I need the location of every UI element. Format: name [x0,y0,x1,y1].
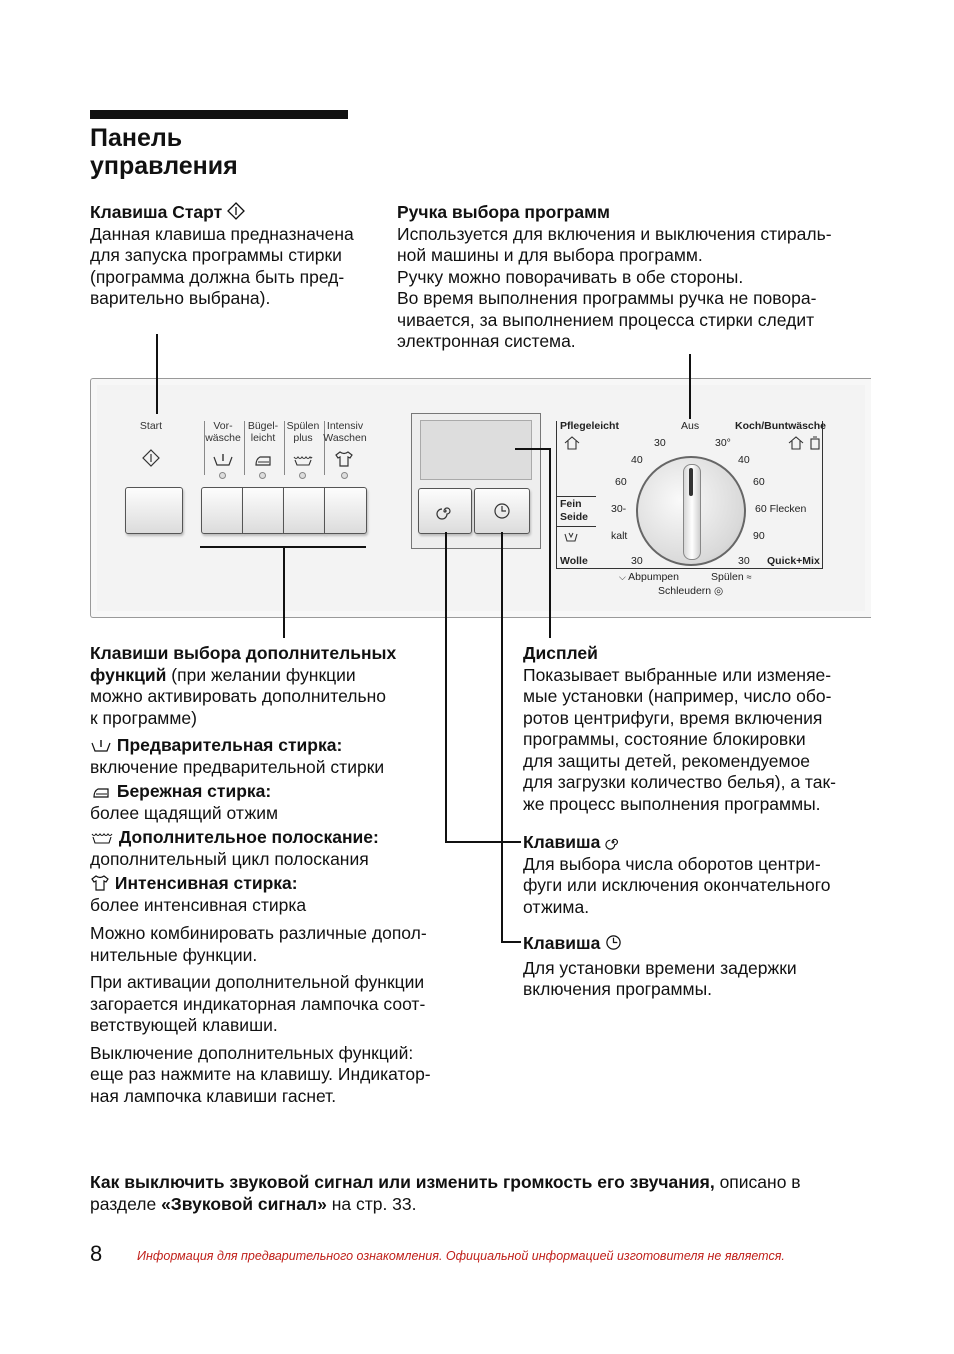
spin-icon [605,834,621,850]
header-rule [90,110,348,119]
shirt-icon [334,451,354,467]
iron-icon [252,453,274,467]
spin-icon [436,502,454,520]
prewash-icon [90,739,112,753]
display-screen [420,420,532,480]
start-key-section: Клавиша Старт Данная клавиша предназначена для запуска программы стирки (программа должна быть пред- варительно выбрана). [90,202,354,308]
start-label: Start [139,420,163,432]
rinse-plus-button[interactable] [283,487,325,534]
spin-button[interactable] [418,488,472,534]
easy-iron-button[interactable] [242,487,284,534]
dial-pflegeleicht: Pflegeleicht [560,420,619,432]
display-module [411,413,541,549]
leader-extra [283,546,285,638]
led-intensive [341,472,348,479]
page-title: Панель управления [90,124,238,180]
led-prewash [219,472,226,479]
intensiv-label: Intensiv Waschen [323,420,367,444]
start-button[interactable] [125,487,183,534]
dial-aus: Aus [681,420,700,432]
prewash-button[interactable] [201,487,243,534]
start-key-heading: Клавиша Старт [90,202,223,222]
sound-signal-note: Как выключить звуковой сигнал или изменить громкость его звучания, описано в разделе «Звуковой сигнал» на стр. 33. [90,1172,801,1214]
knob-indicator [689,468,693,496]
dial-kalt: kalt [611,530,628,542]
leader-knob [689,354,691,419]
vorwasche-label: Vor- wäsche [205,420,241,444]
display-heading: Дисплей [523,643,598,663]
rinse-icon [292,455,314,467]
led-rinse [299,472,306,479]
program-knob[interactable] [636,456,746,566]
dial-fein: Fein [560,498,582,510]
intensive-button[interactable] [324,487,367,534]
leader-display-h [515,448,550,450]
control-panel-illustration: Start Vor- wäsche Bügel- leicht Spülen plus Intensiv Waschen Pflegeleicht Aus Koch/Buntwäsche 30 40 60 30- kalt 30 30° 40 60 60 Flecken 90 30 Fein Seide Wolle Quick+Mix ⌵ Abpumpen Spülen ≈ Schleudern ◎ [90,378,871,618]
start-diamond-icon [142,449,160,467]
page-number: 8 [90,1241,103,1266]
timer-key-section: Клавиша Для установки времени задержки включения программы. [523,933,797,999]
iron-icon [90,785,112,799]
disclaimer: Информация для предварительного ознакомления. Официальной информацией изготовителя не является. [137,1249,785,1263]
dial-schleudern: Schleudern ◎ [658,585,724,597]
dial-flecken: 60 Flecken [755,503,807,515]
leader-timer [501,532,503,942]
dial-koch: Koch/Buntwäsche [735,420,827,432]
prewash-icon [212,453,234,467]
clock-icon [493,502,511,520]
extra-keys-section: Клавиши выбора дополнительных функций (при желании функции можно активировать дополнительно к программе) Предварительная стирка: включение предварительной стирки Бережная стирка: более щадящий отжим Дополнительное полоскание: дополнительный цикл полоскания Интенсивная стирка: более интенсивная стирка Можно комбинировать различные допол- нительные функции. При активации дополнительной функции загорается индикаторная лампочка соот- ветствующей клавиши. Выключение дополнительных функций: еще раз нажмите на клавишу. Индикатор- ная лампочка клавиши гаснет. [90,643,431,1106]
leader-start [156,334,158,414]
spin-key-section: Клавиша Для выбора числа оборотов центри- фуги или исключения окончательного отжима. [523,832,831,917]
led-iron [259,472,266,479]
dial-spulen: Spülen ≈ [711,571,752,583]
spulen-plus-label: Spülen plus [286,420,320,444]
program-knob-heading: Ручка выбора программ [397,202,610,222]
leader-timer-h [501,941,521,943]
dial-wolle: Wolle [560,555,588,567]
shirt-icon [90,875,110,891]
bugelleicht-label: Bügel- leicht [247,420,279,444]
display-section: Дисплей Показывает выбранные или изменяе- мые установки (например, число обо- ротов центрифуги, время включения программы, состояние блокировки для защиты детей, рекомендуемое для загрузки количество белья), а так- же процесс выполнения программы. [523,643,873,815]
start-diamond-icon [227,202,245,220]
delicate-icon [563,529,579,543]
dial-quick-mix: Quick+Mix [767,555,820,567]
cotton-icons [787,435,823,451]
leader-display [549,448,551,638]
dial-abpumpen: ⌵ Abpumpen [619,571,679,583]
dial-seide: Seide [560,511,589,523]
clock-icon [605,934,622,951]
program-knob-section: Ручка выбора программ Используется для включения и выключения стираль- ной машины и для выбора программ. Ручку можно поворачивать в обе стороны. Во время выполнения программы ручка не повора- чивается, за выполнением процесса стирки следит электронная система. [397,202,877,353]
rinse-icon [90,831,114,845]
timer-button[interactable] [474,488,530,534]
synthetics-icon [563,435,581,451]
leader-extra-bracket [200,546,366,548]
